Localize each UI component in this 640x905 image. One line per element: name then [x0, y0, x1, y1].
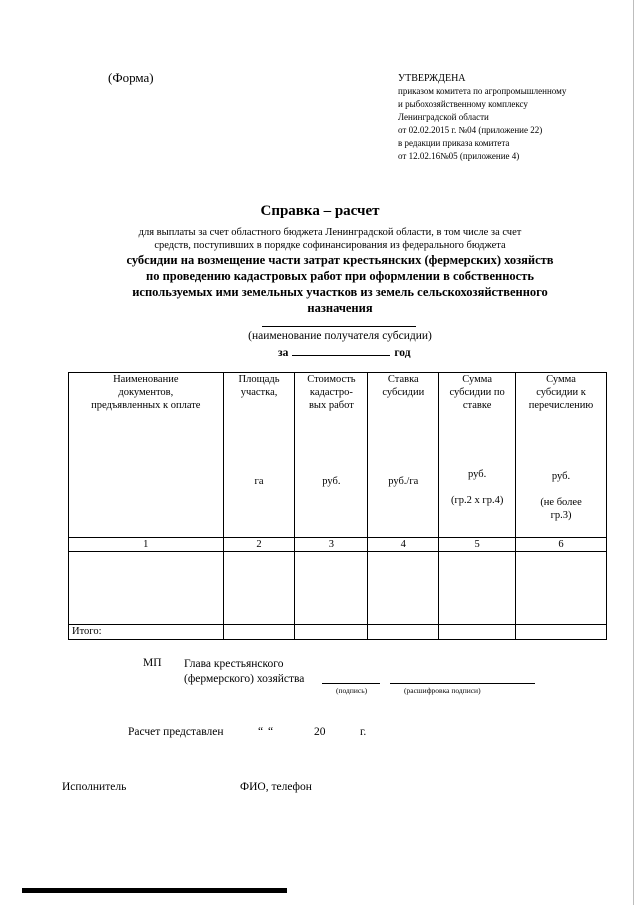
header-text: субсидии к — [536, 387, 586, 398]
total-cell[interactable] — [368, 625, 439, 640]
calc-submitted-line — [128, 726, 367, 738]
unit-text: (не более — [540, 497, 582, 508]
farm-head-line: (фермерского) хозяйства — [184, 673, 305, 685]
farm-head-line: Глава крестьянского — [184, 658, 284, 670]
total-cell[interactable] — [295, 625, 368, 640]
header-text: Сумма — [462, 374, 492, 385]
approval-line: и рыбохозяйственному комплексу — [398, 99, 528, 109]
approval-line: Ленинградской области — [398, 112, 489, 122]
header-text: Сумма — [546, 374, 576, 385]
header-text: вых работ — [308, 400, 354, 411]
calculation-table — [68, 372, 607, 640]
total-cell[interactable] — [516, 625, 607, 640]
header-text: субсидии по — [449, 387, 505, 398]
signature-line[interactable] — [322, 683, 380, 684]
column-number: 1 — [69, 538, 224, 552]
year-prefix-20: 20 — [314, 726, 326, 738]
column-header-sum-to-transfer — [516, 373, 607, 538]
subsidy-subject — [70, 252, 610, 316]
data-cell[interactable] — [223, 552, 295, 625]
fio-phone-label: ФИО, телефон — [240, 781, 312, 793]
subject-line: используемых ими земельных участков из земель сельскохозяйственного — [132, 285, 548, 299]
subject-line: по проведению кадастровых работ при оформлении в собственность — [146, 269, 534, 283]
signature-caption: (подпись) — [336, 686, 368, 695]
unit-text: (гр.2 х гр.4) — [450, 495, 504, 506]
total-cell[interactable] — [223, 625, 295, 640]
subtitle-line: для выплаты за счет областного бюджета Ленинградской области, в том числе за счет — [138, 227, 522, 238]
unit-text: руб. — [468, 469, 487, 480]
header-text: участка, — [240, 387, 278, 398]
document-title: Справка – расчет — [260, 203, 380, 219]
table-header-row — [69, 373, 607, 538]
stamp-place-label: МП — [143, 657, 162, 669]
calc-submitted-label: Расчет представлен — [128, 726, 224, 738]
year-suffix-g: г. — [360, 726, 367, 738]
unit-text: руб. — [322, 476, 341, 487]
approval-line: от 12.02.16№05 (приложение 4) — [398, 151, 520, 161]
subject-line: назначения — [307, 301, 373, 315]
column-header-area — [223, 373, 295, 538]
approval-line: от 02.02.2015 г. №04 (приложение 22) — [398, 125, 543, 135]
approval-heading: УТВЕРЖДЕНА — [398, 73, 466, 84]
form-label: (Форма) — [108, 70, 154, 85]
data-cell[interactable] — [516, 552, 607, 625]
total-row — [69, 625, 607, 640]
unit-text: руб./га — [388, 476, 419, 487]
data-cell[interactable] — [368, 552, 439, 625]
data-cell[interactable] — [295, 552, 368, 625]
year-blank[interactable] — [292, 345, 390, 356]
header-text: предъявленных к оплате — [91, 400, 201, 411]
year-field — [278, 345, 411, 359]
scan-edge-bar — [22, 888, 287, 893]
approval-line: приказом комитета по агропромышленному — [398, 86, 567, 96]
recipient-name-line[interactable] — [262, 326, 416, 327]
column-header-sum-by-rate — [439, 373, 516, 538]
farm-head-label — [184, 657, 304, 687]
column-number: 6 — [516, 538, 607, 552]
header-text: Стоимость — [307, 374, 356, 385]
column-number: 2 — [223, 538, 295, 552]
column-header-rate — [368, 373, 439, 538]
unit-text: га — [254, 476, 264, 487]
document-subtitle — [80, 226, 580, 252]
column-number: 4 — [368, 538, 439, 552]
unit-text: гр.3) — [550, 510, 572, 521]
total-cell[interactable] — [439, 625, 516, 640]
header-text: Площадь — [238, 374, 280, 385]
year-prefix: за — [278, 347, 289, 359]
data-cell[interactable] — [439, 552, 516, 625]
year-suffix: год — [394, 347, 411, 359]
column-number-row — [69, 538, 607, 552]
header-text: кадастро- — [309, 387, 353, 398]
table-row — [69, 552, 607, 625]
column-header-cost — [295, 373, 368, 538]
header-text: перечислению — [528, 400, 594, 411]
header-text: Ставка — [387, 374, 419, 385]
column-number: 3 — [295, 538, 368, 552]
header-text: документов, — [118, 387, 174, 398]
data-cell[interactable] — [69, 552, 224, 625]
signature-decode-caption: (расшифровка подписи) — [404, 686, 481, 695]
subject-line: субсидии на возмещение части затрат крестьянских (фермерских) хозяйств — [126, 253, 554, 267]
approval-block — [398, 72, 566, 163]
header-text: субсидии — [382, 387, 425, 398]
scan-edge-line — [633, 0, 634, 905]
total-label: Итого: — [69, 625, 224, 640]
subtitle-line: средств, поступивших в порядке софинансирования из федерального бюджета — [154, 240, 506, 251]
approval-line: в редакции приказа комитета — [398, 138, 510, 148]
quote-open: “ — [258, 726, 264, 738]
header-text: ставке — [462, 400, 492, 411]
unit-text: руб. — [551, 471, 571, 482]
column-header-documents — [69, 373, 224, 538]
executor-label: Исполнитель — [62, 781, 127, 793]
signature-decode-line[interactable] — [390, 683, 535, 684]
column-number: 5 — [439, 538, 516, 552]
recipient-caption: (наименование получателя субсидии) — [248, 330, 432, 342]
header-text: Наименование — [113, 374, 179, 385]
quote-close: “ — [268, 726, 274, 738]
